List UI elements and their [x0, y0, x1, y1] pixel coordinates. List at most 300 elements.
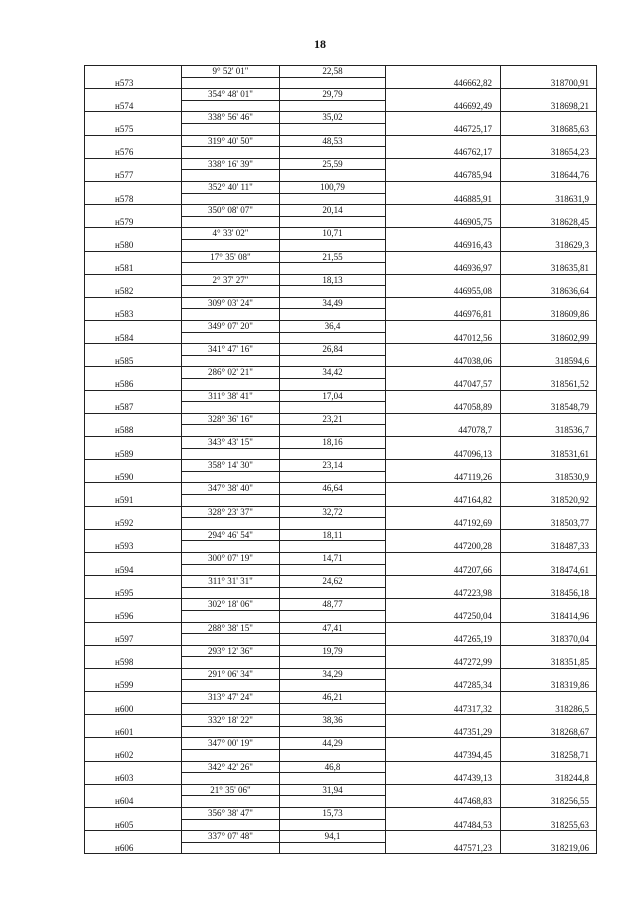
segment-row — [85, 808, 597, 820]
y-coordinate-cell — [501, 367, 597, 379]
x-coordinate-cell — [386, 367, 501, 379]
direction-angle-cell: 21° 35' 06" — [182, 785, 280, 797]
distance-cell — [280, 240, 386, 252]
point-name-cell — [85, 89, 182, 101]
point-row — [85, 356, 597, 368]
y-coordinate-cell: 318256,55 — [501, 796, 597, 808]
point-name-cell: н582 — [85, 286, 182, 298]
direction-angle-cell: 311° 31' 31" — [182, 576, 280, 588]
y-coordinate-cell: 318561,52 — [501, 379, 597, 391]
x-coordinate-cell — [386, 808, 501, 820]
point-row — [85, 147, 597, 159]
distance-cell — [280, 147, 386, 159]
point-name-cell: н593 — [85, 541, 182, 553]
distance-cell: 18,11 — [280, 530, 386, 542]
y-coordinate-cell: 318548,79 — [501, 402, 597, 414]
y-coordinate-cell — [501, 785, 597, 797]
x-coordinate-cell: 446955,08 — [386, 286, 501, 298]
y-coordinate-cell — [501, 437, 597, 449]
distance-cell: 29,79 — [280, 89, 386, 101]
distance-cell — [280, 309, 386, 321]
segment-row — [85, 831, 597, 843]
point-name-cell: н596 — [85, 611, 182, 623]
x-coordinate-cell: 447164,82 — [386, 495, 501, 507]
y-coordinate-cell — [501, 252, 597, 264]
distance-cell — [280, 101, 386, 113]
y-coordinate-cell — [501, 89, 597, 101]
point-name-cell: н602 — [85, 750, 182, 762]
direction-angle-cell — [182, 680, 280, 692]
x-coordinate-cell — [386, 599, 501, 611]
point-name-cell: н577 — [85, 170, 182, 182]
x-coordinate-cell — [386, 623, 501, 635]
direction-angle-cell — [182, 704, 280, 716]
x-coordinate-cell — [386, 228, 501, 240]
direction-angle-cell — [182, 518, 280, 530]
x-coordinate-cell: 447317,32 — [386, 704, 501, 716]
direction-angle-cell — [182, 750, 280, 762]
y-coordinate-cell: 318487,33 — [501, 541, 597, 553]
direction-angle-cell — [182, 588, 280, 600]
x-coordinate-cell: 447047,57 — [386, 379, 501, 391]
distance-cell — [280, 727, 386, 739]
point-row — [85, 472, 597, 484]
distance-cell — [280, 425, 386, 437]
point-name-cell: н595 — [85, 588, 182, 600]
direction-angle-cell — [182, 727, 280, 739]
point-name-cell — [85, 692, 182, 704]
distance-cell: 18,13 — [280, 275, 386, 287]
x-coordinate-cell — [386, 762, 501, 774]
point-name-cell: н586 — [85, 379, 182, 391]
distance-cell: 46,8 — [280, 762, 386, 774]
direction-angle-cell — [182, 449, 280, 461]
distance-cell — [280, 518, 386, 530]
x-coordinate-cell: 446725,17 — [386, 124, 501, 136]
distance-cell: 36,4 — [280, 321, 386, 333]
x-coordinate-cell — [386, 205, 501, 217]
y-coordinate-cell — [501, 136, 597, 148]
segment-row — [85, 228, 597, 240]
point-row — [85, 704, 597, 716]
distance-cell — [280, 843, 386, 855]
y-coordinate-cell: 318629,3 — [501, 240, 597, 252]
distance-cell: 26,84 — [280, 344, 386, 356]
point-row — [85, 518, 597, 530]
segment-row — [85, 298, 597, 310]
y-coordinate-cell — [501, 112, 597, 124]
direction-angle-cell: 354° 48' 01" — [182, 89, 280, 101]
y-coordinate-cell — [501, 507, 597, 519]
x-coordinate-cell: 447250,04 — [386, 611, 501, 623]
point-name-cell: н592 — [85, 518, 182, 530]
direction-angle-cell — [182, 495, 280, 507]
distance-cell — [280, 657, 386, 669]
x-coordinate-cell — [386, 576, 501, 588]
distance-cell: 46,64 — [280, 483, 386, 495]
distance-cell: 94,1 — [280, 831, 386, 843]
segment-row — [85, 182, 597, 194]
distance-cell — [280, 286, 386, 298]
point-name-cell: н583 — [85, 309, 182, 321]
distance-cell — [280, 750, 386, 762]
point-name-cell — [85, 762, 182, 774]
point-name-cell — [85, 414, 182, 426]
segment-row — [85, 321, 597, 333]
x-coordinate-cell — [386, 112, 501, 124]
y-coordinate-cell — [501, 460, 597, 472]
y-coordinate-cell — [501, 599, 597, 611]
distance-cell — [280, 194, 386, 206]
point-name-cell: н597 — [85, 634, 182, 646]
point-row — [85, 820, 597, 832]
x-coordinate-cell — [386, 136, 501, 148]
distance-cell — [280, 565, 386, 577]
point-name-cell — [85, 553, 182, 565]
y-coordinate-cell: 318698,21 — [501, 101, 597, 113]
segment-row — [85, 89, 597, 101]
point-row — [85, 750, 597, 762]
direction-angle-cell — [182, 425, 280, 437]
distance-cell: 46,21 — [280, 692, 386, 704]
point-name-cell — [85, 483, 182, 495]
distance-cell — [280, 588, 386, 600]
point-row — [85, 379, 597, 391]
x-coordinate-cell — [386, 89, 501, 101]
point-row — [85, 402, 597, 414]
segment-row — [85, 576, 597, 588]
distance-cell: 18,16 — [280, 437, 386, 449]
x-coordinate-cell: 447223,98 — [386, 588, 501, 600]
direction-angle-cell — [182, 796, 280, 808]
y-coordinate-cell: 318414,96 — [501, 611, 597, 623]
point-row — [85, 286, 597, 298]
direction-angle-cell: 337° 07' 48" — [182, 831, 280, 843]
direction-angle-cell — [182, 101, 280, 113]
direction-angle-cell: 4° 33' 02" — [182, 228, 280, 240]
point-name-cell — [85, 623, 182, 635]
point-name-cell — [85, 715, 182, 727]
point-row — [85, 541, 597, 553]
y-coordinate-cell: 318503,77 — [501, 518, 597, 530]
y-coordinate-cell — [501, 553, 597, 565]
point-name-cell — [85, 460, 182, 472]
y-coordinate-cell: 318536,7 — [501, 425, 597, 437]
point-row — [85, 194, 597, 206]
direction-angle-cell: 338° 16' 39" — [182, 159, 280, 171]
distance-cell — [280, 217, 386, 229]
point-name-cell — [85, 507, 182, 519]
point-name-cell: н588 — [85, 425, 182, 437]
direction-angle-cell — [182, 217, 280, 229]
point-row — [85, 101, 597, 113]
y-coordinate-cell — [501, 623, 597, 635]
segment-row — [85, 460, 597, 472]
point-name-cell: н601 — [85, 727, 182, 739]
y-coordinate-cell: 318602,99 — [501, 333, 597, 345]
point-name-cell — [85, 367, 182, 379]
x-coordinate-cell — [386, 738, 501, 750]
distance-cell: 100,79 — [280, 182, 386, 194]
x-coordinate-cell: 447468,83 — [386, 796, 501, 808]
distance-cell — [280, 472, 386, 484]
point-name-cell: н578 — [85, 194, 182, 206]
point-name-cell — [85, 252, 182, 264]
direction-angle-cell: 311° 38' 41" — [182, 391, 280, 403]
distance-cell: 15,73 — [280, 808, 386, 820]
y-coordinate-cell — [501, 762, 597, 774]
y-coordinate-cell — [501, 576, 597, 588]
y-coordinate-cell — [501, 831, 597, 843]
point-row — [85, 680, 597, 692]
distance-cell: 34,29 — [280, 669, 386, 681]
direction-angle-cell: 309° 03' 24" — [182, 298, 280, 310]
distance-cell: 23,14 — [280, 460, 386, 472]
point-name-cell — [85, 159, 182, 171]
y-coordinate-cell: 318628,45 — [501, 217, 597, 229]
point-name-cell — [85, 646, 182, 658]
x-coordinate-cell — [386, 530, 501, 542]
x-coordinate-cell — [386, 252, 501, 264]
direction-angle-cell — [182, 147, 280, 159]
x-coordinate-cell — [386, 507, 501, 519]
y-coordinate-cell — [501, 646, 597, 658]
x-coordinate-cell: 447285,34 — [386, 680, 501, 692]
distance-cell: 14,71 — [280, 553, 386, 565]
distance-cell: 38,36 — [280, 715, 386, 727]
x-coordinate-cell: 446662,82 — [386, 78, 501, 90]
distance-cell — [280, 356, 386, 368]
x-coordinate-cell: 446905,75 — [386, 217, 501, 229]
point-row — [85, 657, 597, 669]
point-name-cell: н598 — [85, 657, 182, 669]
direction-angle-cell — [182, 565, 280, 577]
point-name-cell — [85, 66, 182, 78]
segment-row — [85, 112, 597, 124]
segment-row — [85, 599, 597, 611]
distance-cell — [280, 170, 386, 182]
x-coordinate-cell — [386, 159, 501, 171]
direction-angle-cell: 328° 23' 37" — [182, 507, 280, 519]
x-coordinate-cell: 446936,97 — [386, 263, 501, 275]
direction-angle-cell: 350° 08' 07" — [182, 205, 280, 217]
x-coordinate-cell — [386, 785, 501, 797]
x-coordinate-cell: 447394,45 — [386, 750, 501, 762]
distance-cell: 48,53 — [280, 136, 386, 148]
point-name-cell: н599 — [85, 680, 182, 692]
direction-angle-cell: 347° 00' 19" — [182, 738, 280, 750]
point-name-cell: н600 — [85, 704, 182, 716]
coordinates-table — [84, 65, 597, 854]
point-name-cell — [85, 298, 182, 310]
direction-angle-cell: 328° 36' 16" — [182, 414, 280, 426]
y-coordinate-cell — [501, 298, 597, 310]
point-row — [85, 565, 597, 577]
point-row — [85, 773, 597, 785]
y-coordinate-cell: 318685,63 — [501, 124, 597, 136]
y-coordinate-cell: 318631,9 — [501, 194, 597, 206]
x-coordinate-cell — [386, 669, 501, 681]
point-name-cell — [85, 576, 182, 588]
point-name-cell: н606 — [85, 843, 182, 855]
distance-cell — [280, 402, 386, 414]
x-coordinate-cell: 447038,06 — [386, 356, 501, 368]
point-name-cell: н576 — [85, 147, 182, 159]
direction-angle-cell: 286° 02' 21" — [182, 367, 280, 379]
segment-row — [85, 437, 597, 449]
point-row — [85, 843, 597, 855]
point-name-cell — [85, 228, 182, 240]
point-name-cell — [85, 738, 182, 750]
distance-cell — [280, 796, 386, 808]
segment-row — [85, 275, 597, 287]
y-coordinate-cell: 318456,18 — [501, 588, 597, 600]
point-name-cell — [85, 599, 182, 611]
distance-cell — [280, 680, 386, 692]
direction-angle-cell — [182, 472, 280, 484]
distance-cell: 34,42 — [280, 367, 386, 379]
x-coordinate-cell — [386, 182, 501, 194]
x-coordinate-cell: 447207,66 — [386, 565, 501, 577]
point-name-cell: н585 — [85, 356, 182, 368]
direction-angle-cell — [182, 611, 280, 623]
y-coordinate-cell: 318319,86 — [501, 680, 597, 692]
x-coordinate-cell — [386, 437, 501, 449]
direction-angle-cell: 347° 38' 40" — [182, 483, 280, 495]
point-name-cell: н590 — [85, 472, 182, 484]
point-row — [85, 170, 597, 182]
distance-cell: 17,04 — [280, 391, 386, 403]
x-coordinate-cell: 447192,69 — [386, 518, 501, 530]
distance-cell: 10,71 — [280, 228, 386, 240]
point-name-cell — [85, 391, 182, 403]
y-coordinate-cell: 318286,5 — [501, 704, 597, 716]
direction-angle-cell: 17° 35' 08" — [182, 252, 280, 264]
segment-row — [85, 623, 597, 635]
y-coordinate-cell — [501, 414, 597, 426]
distance-cell — [280, 820, 386, 832]
distance-cell: 23,21 — [280, 414, 386, 426]
x-coordinate-cell — [386, 483, 501, 495]
x-coordinate-cell: 446916,43 — [386, 240, 501, 252]
direction-angle-cell — [182, 843, 280, 855]
direction-angle-cell — [182, 657, 280, 669]
segment-row — [85, 738, 597, 750]
y-coordinate-cell: 318530,9 — [501, 472, 597, 484]
segment-row — [85, 414, 597, 426]
segment-row — [85, 785, 597, 797]
point-name-cell — [85, 182, 182, 194]
distance-cell: 47,41 — [280, 623, 386, 635]
point-name-cell — [85, 112, 182, 124]
point-name-cell: н579 — [85, 217, 182, 229]
distance-cell: 35,02 — [280, 112, 386, 124]
segment-row — [85, 715, 597, 727]
segment-row — [85, 762, 597, 774]
x-coordinate-cell: 446692,49 — [386, 101, 501, 113]
point-row — [85, 634, 597, 646]
y-coordinate-cell — [501, 692, 597, 704]
point-name-cell: н589 — [85, 449, 182, 461]
point-row — [85, 124, 597, 136]
x-coordinate-cell — [386, 715, 501, 727]
direction-angle-cell: 288° 38' 15" — [182, 623, 280, 635]
segment-row — [85, 205, 597, 217]
direction-angle-cell — [182, 773, 280, 785]
x-coordinate-cell: 447119,26 — [386, 472, 501, 484]
x-coordinate-cell: 446762,17 — [386, 147, 501, 159]
x-coordinate-cell — [386, 414, 501, 426]
distance-cell: 48,77 — [280, 599, 386, 611]
x-coordinate-cell: 447265,19 — [386, 634, 501, 646]
y-coordinate-cell — [501, 159, 597, 171]
x-coordinate-cell — [386, 391, 501, 403]
point-row — [85, 425, 597, 437]
x-coordinate-cell — [386, 646, 501, 658]
y-coordinate-cell: 318244,8 — [501, 773, 597, 785]
y-coordinate-cell: 318654,23 — [501, 147, 597, 159]
point-name-cell — [85, 669, 182, 681]
x-coordinate-cell: 446785,94 — [386, 170, 501, 182]
x-coordinate-cell — [386, 321, 501, 333]
point-name-cell: н574 — [85, 101, 182, 113]
y-coordinate-cell: 318520,92 — [501, 495, 597, 507]
y-coordinate-cell — [501, 228, 597, 240]
distance-cell — [280, 124, 386, 136]
y-coordinate-cell: 318635,81 — [501, 263, 597, 275]
distance-cell — [280, 78, 386, 90]
direction-angle-cell — [182, 194, 280, 206]
segment-row — [85, 553, 597, 565]
direction-angle-cell: 294° 46' 54" — [182, 530, 280, 542]
segment-row — [85, 252, 597, 264]
point-name-cell: н580 — [85, 240, 182, 252]
y-coordinate-cell: 318258,71 — [501, 750, 597, 762]
x-coordinate-cell — [386, 298, 501, 310]
direction-angle-cell: 313° 47' 24" — [182, 692, 280, 704]
direction-angle-cell — [182, 379, 280, 391]
x-coordinate-cell — [386, 692, 501, 704]
direction-angle-cell — [182, 309, 280, 321]
direction-angle-cell: 9° 52' 01" — [182, 66, 280, 78]
distance-cell — [280, 634, 386, 646]
x-coordinate-cell — [386, 66, 501, 78]
direction-angle-cell: 341° 47' 16" — [182, 344, 280, 356]
direction-angle-cell: 291° 06' 34" — [182, 669, 280, 681]
segment-row — [85, 344, 597, 356]
page-number: 18 — [314, 37, 326, 51]
x-coordinate-cell: 447571,23 — [386, 843, 501, 855]
direction-angle-cell: 319° 40' 50" — [182, 136, 280, 148]
point-row — [85, 611, 597, 623]
y-coordinate-cell — [501, 182, 597, 194]
y-coordinate-cell: 318531,61 — [501, 449, 597, 461]
x-coordinate-cell: 447439,13 — [386, 773, 501, 785]
x-coordinate-cell — [386, 460, 501, 472]
distance-cell — [280, 333, 386, 345]
distance-cell — [280, 379, 386, 391]
x-coordinate-cell: 447272,99 — [386, 657, 501, 669]
y-coordinate-cell — [501, 66, 597, 78]
point-row — [85, 727, 597, 739]
direction-angle-cell: 349° 07' 20" — [182, 321, 280, 333]
distance-cell: 32,72 — [280, 507, 386, 519]
point-name-cell — [85, 205, 182, 217]
direction-angle-cell: 343° 43' 15" — [182, 437, 280, 449]
segment-row — [85, 669, 597, 681]
point-row — [85, 309, 597, 321]
segment-row — [85, 66, 597, 78]
